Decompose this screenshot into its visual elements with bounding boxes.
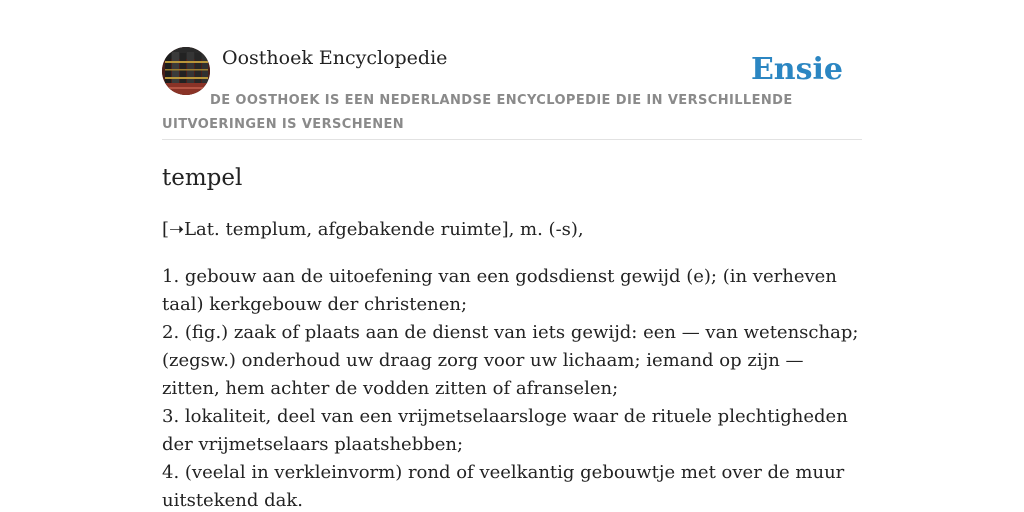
ensie-logo-link[interactable]: Ensie [750,52,843,87]
page-container [162,0,862,511]
encyclopedia-books-icon [162,47,210,95]
definition-item: 1. gebouw aan de uitoefening van een godsdienst gewijd (e); (in verheven taal) kerkgebouw der christenen; [162,266,837,315]
definition-item: 2. (fig.) zaak of plaats aan de dienst van iets gewijd: een — van wetenschap; (zegsw.) onderhoud uw draag zorg voor uw lichaam; iemand op zijn — zitten, hem achter de vodden zitten of afranselen; [162,322,859,399]
entry-etymology: [➝Lat. templum, afgebakende ruimte], m. (-s), [162,219,584,240]
definition-item: 4. (veelal in verkleinvorm) rond of veelkantig gebouwtje met over de muur uitstekend dak. [162,462,845,511]
entry-definitions [162,263,862,512]
source-avatar[interactable] [162,47,210,95]
source-title[interactable]: Oosthoek Encyclopedie [222,47,448,69]
source-header [162,0,862,140]
entry-title: tempel [162,165,243,191]
definition-item: 3. lokaliteit, deel van een vrijmetselaarsloge waar de rituele plechtigheden der vrijmetselaars plaatshebben; [162,406,848,455]
source-description: DE OOSTHOEK IS EEN NEDERLANDSE ENCYCLOPEDIE DIE IN VERSCHILLENDE UITVOERINGEN IS VERSCHENEN [162,93,793,132]
